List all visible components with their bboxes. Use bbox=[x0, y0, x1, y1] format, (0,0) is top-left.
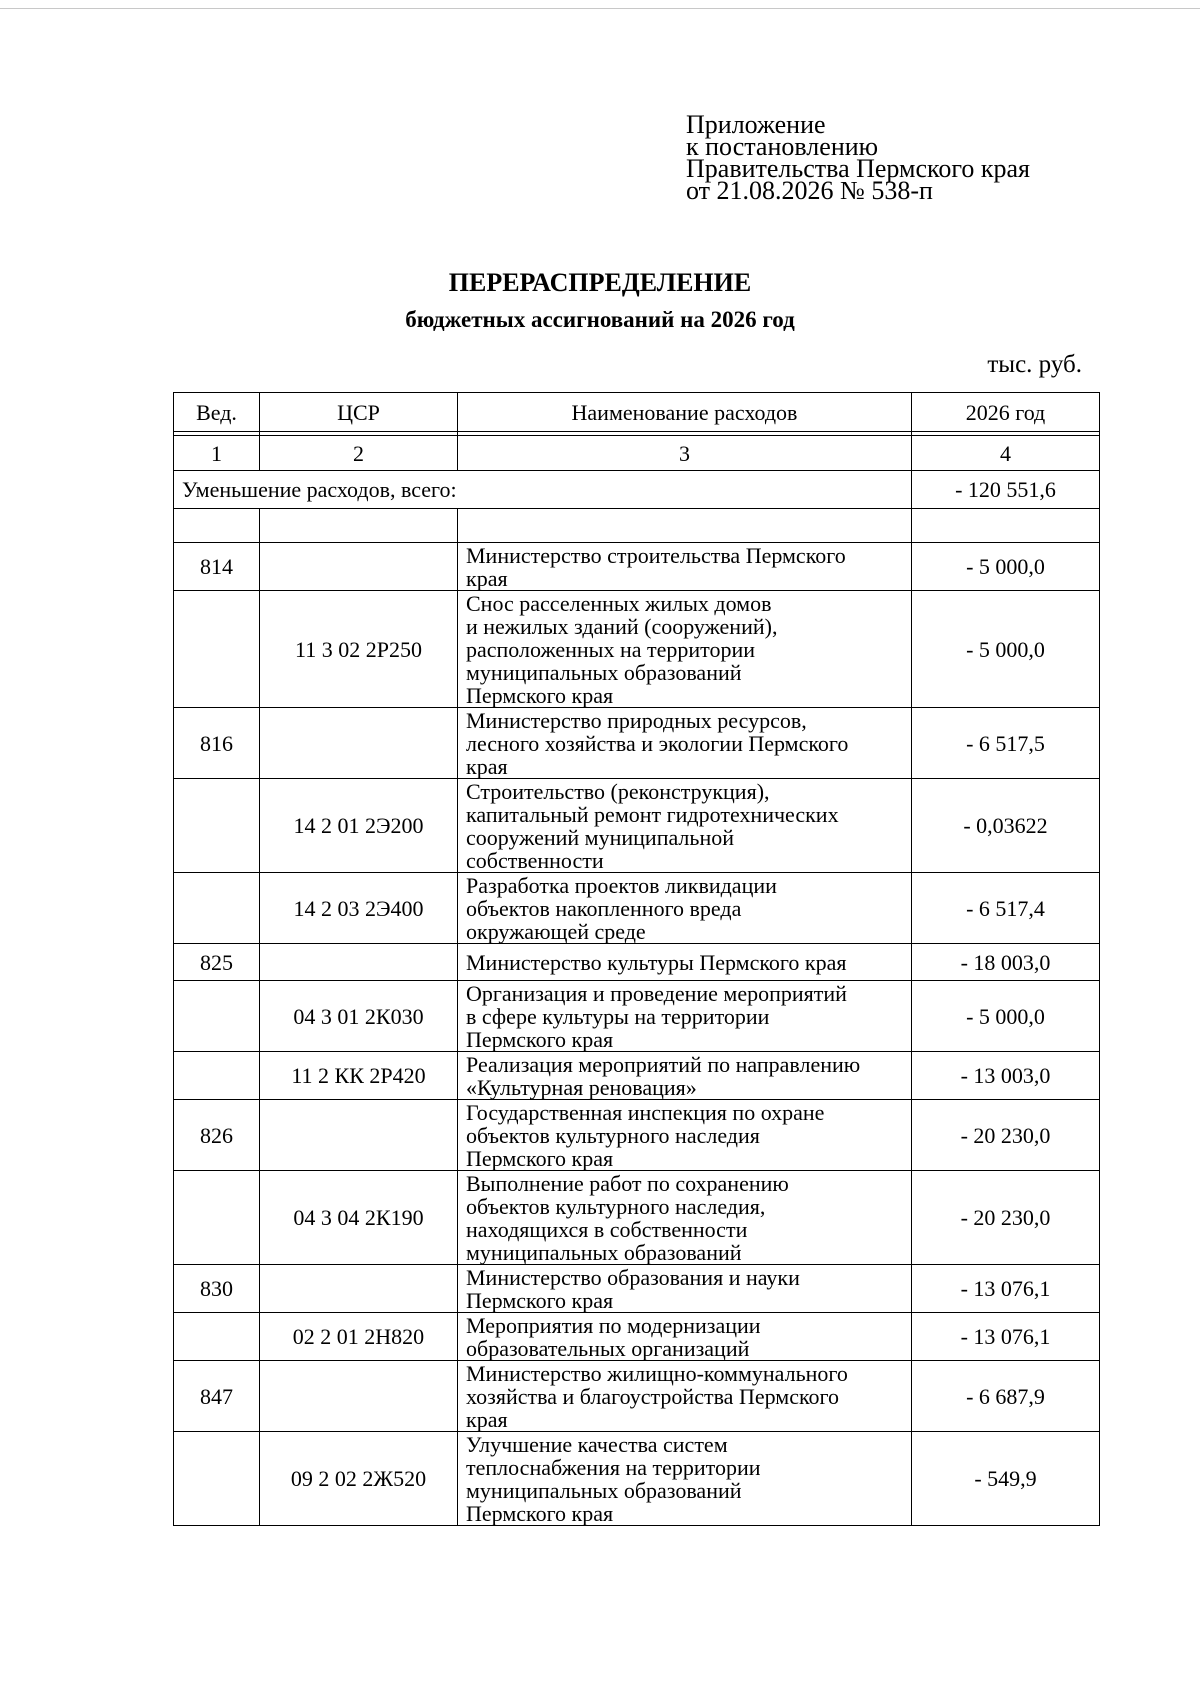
cell-sum: - 6 517,5 bbox=[912, 708, 1100, 779]
cell-name-line: Организация и проведение мероприятий bbox=[466, 980, 847, 1006]
cell-ved bbox=[174, 981, 260, 1052]
table-row bbox=[174, 873, 1100, 944]
budget-table bbox=[173, 392, 1100, 1526]
cell-name bbox=[458, 1432, 912, 1526]
column-number-row bbox=[174, 436, 1100, 471]
cell-csr: 11 2 КК 2Р420 bbox=[260, 1052, 458, 1100]
column-number: 4 bbox=[912, 436, 1100, 471]
cell-csr: 04 3 01 2К030 bbox=[260, 981, 458, 1052]
cell-ved bbox=[174, 591, 260, 708]
appendix-note bbox=[686, 110, 1030, 205]
cell-name-line: расположенных на территории bbox=[466, 636, 756, 662]
cell-name bbox=[458, 1100, 912, 1171]
header-name: Наименование расходов bbox=[458, 393, 912, 432]
cell-sum: - 13 076,1 bbox=[912, 1313, 1100, 1361]
budget-table-body bbox=[174, 393, 1100, 1526]
cell-sum: - 0,03622 bbox=[912, 779, 1100, 873]
cell-name-line: объектов накопленного вреда bbox=[466, 895, 742, 921]
cell-name-line: объектов культурного наследия, bbox=[466, 1193, 766, 1219]
cell-name bbox=[458, 1361, 912, 1432]
cell-name-line: в сфере культуры на территории bbox=[466, 1003, 770, 1029]
cell-sum: - 18 003,0 bbox=[912, 944, 1100, 981]
table-row bbox=[174, 1052, 1100, 1100]
column-number: 2 bbox=[260, 436, 458, 471]
cell-name-line: теплоснабжения на территории bbox=[466, 1454, 761, 1480]
total-row bbox=[174, 471, 1100, 509]
cell-sum: - 6 517,4 bbox=[912, 873, 1100, 944]
table-row bbox=[174, 779, 1100, 873]
cell-name bbox=[458, 873, 912, 944]
cell-name-line: окружающей среде bbox=[466, 918, 646, 944]
cell-name bbox=[458, 543, 912, 591]
cell-sum: - 20 230,0 bbox=[912, 1171, 1100, 1265]
table-row bbox=[174, 708, 1100, 779]
header-year: 2026 год bbox=[912, 393, 1100, 432]
cell-name bbox=[458, 779, 912, 873]
cell-ved: 816 bbox=[174, 708, 260, 779]
cell-sum: - 5 000,0 bbox=[912, 981, 1100, 1052]
blank-row bbox=[174, 509, 1100, 543]
cell-csr: 02 2 01 2Н820 bbox=[260, 1313, 458, 1361]
cell-csr: 09 2 02 2Ж520 bbox=[260, 1432, 458, 1526]
cell-name-line: хозяйства и благоустройства Пермского bbox=[466, 1383, 840, 1409]
table-row bbox=[174, 944, 1100, 981]
cell-name-line: лесного хозяйства и экологии Пермского bbox=[466, 730, 849, 756]
cell-name-line: Министерство строительства Пермского bbox=[466, 542, 846, 568]
header-ved: Вед. bbox=[174, 393, 260, 432]
cell-name-line: объектов культурного наследия bbox=[466, 1122, 760, 1148]
cell-ved bbox=[174, 873, 260, 944]
cell-ved bbox=[174, 1432, 260, 1526]
units-label: тыс. руб. bbox=[987, 351, 1082, 378]
column-number: 1 bbox=[174, 436, 260, 471]
page-top-edge bbox=[0, 8, 1200, 9]
cell-name-line: Министерство образования и науки bbox=[466, 1264, 800, 1290]
cell-sum: - 549,9 bbox=[912, 1432, 1100, 1526]
cell-ved bbox=[174, 1313, 260, 1361]
cell-ved bbox=[174, 779, 260, 873]
total-label: Уменьшение расходов, всего: bbox=[174, 471, 912, 509]
cell-ved bbox=[174, 1171, 260, 1265]
cell-name bbox=[458, 1171, 912, 1265]
cell-name-line: Мероприятия по модернизации bbox=[466, 1312, 761, 1338]
table-row bbox=[174, 591, 1100, 708]
cell-name-line: муниципальных образований bbox=[466, 1239, 742, 1265]
cell-name bbox=[458, 981, 912, 1052]
cell-name-line: края bbox=[466, 753, 508, 779]
cell-csr bbox=[260, 1100, 458, 1171]
cell-ved: 825 bbox=[174, 944, 260, 981]
cell-name-line: Пермского края bbox=[466, 682, 614, 708]
cell-ved: 826 bbox=[174, 1100, 260, 1171]
total-value: - 120 551,6 bbox=[912, 471, 1100, 509]
cell-name bbox=[458, 1052, 912, 1100]
table-header-row bbox=[174, 393, 1100, 432]
cell-name-line: капитальный ремонт гидротехнических bbox=[466, 801, 839, 827]
cell-name-line: Министерство жилищно-коммунального bbox=[466, 1360, 848, 1386]
appendix-line: от 21.08.2026 № 538-п bbox=[686, 176, 933, 205]
cell-name-line: Пермского края bbox=[466, 1500, 614, 1526]
table-row bbox=[174, 1361, 1100, 1432]
cell-csr bbox=[260, 543, 458, 591]
cell-name-line: Пермского края bbox=[466, 1026, 614, 1052]
cell-name-line: Реализация мероприятий по направлению bbox=[466, 1051, 861, 1077]
table-row bbox=[174, 543, 1100, 591]
cell-name-line: Выполнение работ по сохранению bbox=[466, 1170, 789, 1196]
table-row bbox=[174, 981, 1100, 1052]
appendix-line: к постановлению bbox=[686, 132, 879, 161]
cell-ved: 830 bbox=[174, 1265, 260, 1313]
cell-name-line: Министерство природных ресурсов, bbox=[466, 707, 807, 733]
cell-csr: 04 3 04 2К190 bbox=[260, 1171, 458, 1265]
cell-name-line: Государственная инспекция по охране bbox=[466, 1099, 825, 1125]
appendix-line: Приложение bbox=[686, 110, 826, 139]
cell-sum: - 5 000,0 bbox=[912, 591, 1100, 708]
table-row bbox=[174, 1100, 1100, 1171]
appendix-line: Правительства Пермского края bbox=[686, 154, 1030, 183]
cell-sum: - 20 230,0 bbox=[912, 1100, 1100, 1171]
cell-csr bbox=[260, 1265, 458, 1313]
cell-name-line: Улучшение качества систем bbox=[466, 1431, 728, 1457]
cell-name-line: находящихся в собственности bbox=[466, 1216, 748, 1242]
document-subtitle: бюджетных ассигнований на 2026 год bbox=[405, 307, 795, 332]
cell-ved: 847 bbox=[174, 1361, 260, 1432]
cell-csr bbox=[260, 708, 458, 779]
cell-ved: 814 bbox=[174, 543, 260, 591]
cell-name-line: Пермского края bbox=[466, 1287, 614, 1313]
cell-name-line: Разработка проектов ликвидации bbox=[466, 872, 777, 898]
table-row bbox=[174, 1313, 1100, 1361]
cell-csr: 11 3 02 2Р250 bbox=[260, 591, 458, 708]
cell-name-line: образовательных организаций bbox=[466, 1335, 750, 1361]
cell-name bbox=[458, 591, 912, 708]
cell-name-line: муниципальных образований bbox=[466, 659, 742, 685]
cell-name-line: края bbox=[466, 1406, 508, 1432]
document-title: ПЕРЕРАСПРЕДЕЛЕНИЕ bbox=[448, 268, 752, 297]
cell-csr: 14 2 01 2Э200 bbox=[260, 779, 458, 873]
cell-csr bbox=[260, 944, 458, 981]
cell-name-line: Строительство (реконструкция), bbox=[466, 778, 770, 804]
header-csr: ЦСР bbox=[260, 393, 458, 432]
table-row bbox=[174, 1171, 1100, 1265]
cell-sum: - 13 076,1 bbox=[912, 1265, 1100, 1313]
cell-name-line: «Культурная реновация» bbox=[466, 1074, 697, 1100]
column-number: 3 bbox=[458, 436, 912, 471]
cell-sum: - 6 687,9 bbox=[912, 1361, 1100, 1432]
cell-csr: 14 2 03 2Э400 bbox=[260, 873, 458, 944]
cell-name-line: сооружений муниципальной bbox=[466, 824, 734, 850]
cell-name-line: собственности bbox=[466, 847, 604, 873]
cell-name bbox=[458, 708, 912, 779]
cell-name bbox=[458, 1265, 912, 1313]
cell-name-line: Министерство культуры Пермского края bbox=[466, 949, 847, 975]
cell-sum: - 13 003,0 bbox=[912, 1052, 1100, 1100]
cell-name-line: края bbox=[466, 565, 508, 591]
cell-csr bbox=[260, 1361, 458, 1432]
cell-sum: - 5 000,0 bbox=[912, 543, 1100, 591]
cell-name-line: и нежилых зданий (сооружений), bbox=[466, 613, 778, 639]
cell-name-line: Пермского края bbox=[466, 1145, 614, 1171]
table-row bbox=[174, 1265, 1100, 1313]
cell-name bbox=[458, 1313, 912, 1361]
cell-name bbox=[458, 944, 912, 981]
cell-name-line: Снос расселенных жилых домов bbox=[466, 590, 772, 616]
table-row bbox=[174, 1432, 1100, 1526]
cell-name-line: муниципальных образований bbox=[466, 1477, 742, 1503]
cell-ved bbox=[174, 1052, 260, 1100]
